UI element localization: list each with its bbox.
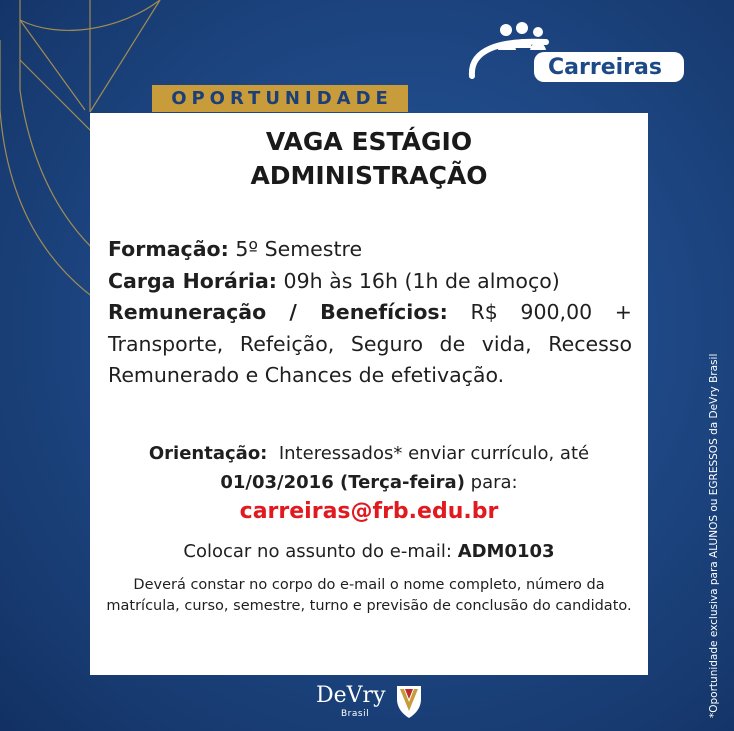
formacao-label: Formação: <box>108 237 229 261</box>
carga-value: 09h às 16h (1h de almoço) <box>283 268 560 293</box>
formacao-row <box>108 234 632 266</box>
carga-row <box>108 266 632 298</box>
job-details <box>108 234 632 392</box>
devry-shield-icon <box>396 685 422 719</box>
logo-text: Carreiras <box>548 55 662 80</box>
orientacao-text: Interessados* enviar currículo, até <box>278 443 590 464</box>
remuneracao-row <box>108 297 632 392</box>
orientacao-deadline: 01/03/2016 (Terça-feira) <box>220 472 465 493</box>
devry-wordmark: DeVry <box>316 683 386 708</box>
carreiras-logo <box>468 20 686 86</box>
application-note: Deverá constar no corpo do e-mail o nome completo, número da matrícula, curso, semestre, turno e previsão de conclusão do candidato. <box>106 577 632 614</box>
formacao-value: 5º Semestre <box>235 237 363 261</box>
devry-subtitle: Brasil <box>341 709 370 719</box>
orientacao-suffix: para: <box>470 472 518 493</box>
orientacao-label: Orientação: <box>148 443 268 464</box>
contact-email[interactable]: carreiras@frb.edu.br <box>239 499 499 524</box>
opportunity-banner: OPORTUNIDADE <box>152 85 408 112</box>
job-card <box>90 113 648 675</box>
remuneracao-value: R$ 900,00 + Transporte, Refeição, Seguro de vida, Recesso Remunerado e Chances de efetivação. <box>108 300 632 387</box>
subject-text: Colocar no assunto do e-mail: <box>183 541 452 562</box>
devry-logo <box>316 683 426 725</box>
exclusive-disclaimer: *Oportunidade exclusiva para ALUNOS ou EGRESSOS da DeVry Brasil <box>708 353 720 718</box>
subject-instruction <box>90 539 648 565</box>
subject-code: ADM0103 <box>457 541 555 562</box>
orientacao-block <box>90 439 648 497</box>
remuneracao-label: Remuneração / Benefícios: <box>108 300 448 324</box>
job-title-line2: ADMINISTRAÇÃO <box>250 161 488 190</box>
carga-label: Carga Horária: <box>108 268 277 293</box>
job-title-line1: VAGA ESTÁGIO <box>265 127 473 156</box>
job-title <box>90 125 648 193</box>
